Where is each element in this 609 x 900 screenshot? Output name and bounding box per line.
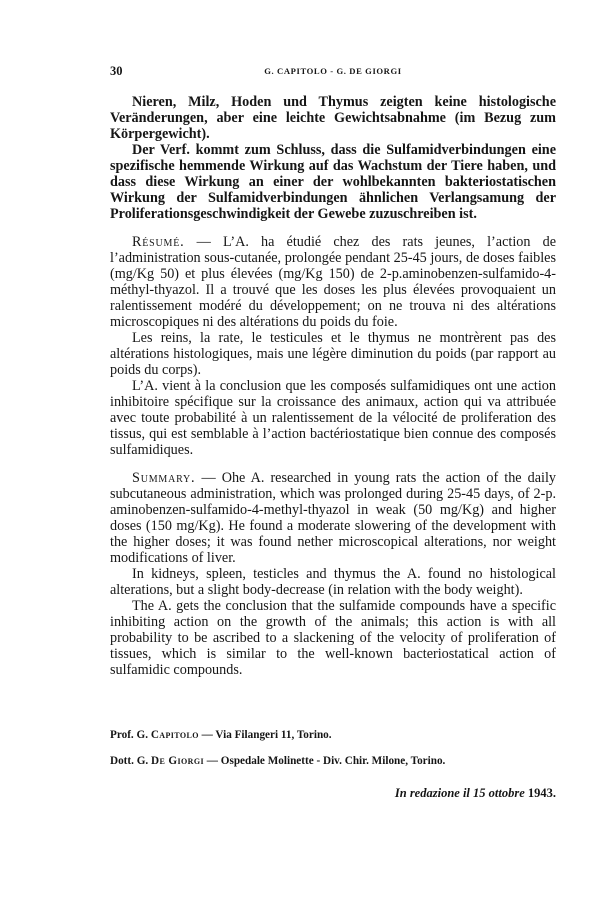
summary-text-1: — Ohe A. researched in young rats the action of the daily subcutaneous administration, which was prolonged during 25-45 days, of 2-p. aminobenzen-sulfamido-4-methyl-thyazol in weak (50 mg/Kg) and higher doses (150 mg/Kg). He found a moderate slowering of the development with the higher doses; it was found nether microscopical alterations, nor weight modifications of liver. [110,470,556,566]
summary-label: Summary. [132,470,196,486]
resume-paragraph-1 [110,234,556,330]
submission-date [110,786,556,801]
address-1-rest: — Via Filangeri 11, Torino. [198,729,332,741]
german-paragraph-2: Der Verf. kommt zum Schluss, dass die Sulfamidverbindungen eine spezifische hemmende Wirkung auf das Wachstum der Tiere haben, und dass diese Wirkung an einer der wohlbekannten bakteriostatischen Wirkung der Sulfamidverbindungen ähnlichen Verlangsamung der Proliferationsgeschwindigkeit der Gewebe zuzuschreiben ist. [110,142,556,222]
german-paragraph-1: Nieren, Milz, Hoden und Thymus zeigten keine histologische Veränderungen, aber eine leichte Gewichtsabnahme (im Bezug zum Körpergewicht). [110,94,556,142]
submission-date-text: In redazione il 15 ottobre [394,786,525,800]
summary-paragraph-2: In kidneys, spleen, testicles and thymus the A. found no histological alterations, but a slight body-decrease (in relation with the body weight). [110,566,556,598]
address-1-name: Capitolo [150,729,199,741]
address-line-1 [110,729,556,741]
address-2-title: Dott. G. [110,755,149,767]
running-head: G. CAPITOLO - G. DE GIORGI [264,66,402,76]
address-2-name: De Giorgi [151,755,204,767]
address-2-rest: — Ospedale Molinette - Div. Chir. Milone, Torino. [203,755,446,767]
resume-paragraph-3: L’A. vient à la conclusion que les composés sulfamidiques ont une action inhibitoire spécifique sur la croissance des animaux, action qui va attribuée avec toute probabilité à un ralentissement de la vélocité de proliferation des tissus, qui est semblable à l’action bactériostatique bien connue des composés sulfamidiques. [110,378,556,458]
resume-label: Résumé. [132,234,185,250]
page-header [110,64,556,82]
summary-paragraph-3: The A. gets the conclusion that the sulfamide compounds have a specific inhibiting action on the growth of the animals; this action is with all probability to be ascribed to a slackening of the velocity of proliferation of tissues, which is similar to the well-known bacteriostatical action of sulfamidic compounds. [110,598,556,678]
address-line-2 [110,755,556,767]
address-1-title: Prof. G. [110,729,149,741]
resume-text-1: — L’A. ha étudié chez des rats jeunes, l’action de l’administration sous-cutanée, prolongée pendant 25-45 jours, de doses faibles (mg/Kg 50) et plus élevées (mg/Kg 150) de 2-p.aminobenzen-sulfamido-4-méthyl-thyazol. Il a trouvé que les doses les plus élevées provoquaient un ralentissement modéré du développement; on ne trouva ni des altérations microscopiques ni des altérations du poids du foie. [110,234,556,330]
resume-paragraph-2: Les reins, la rate, le testicules et le thymus ne montrèrent pas des altérations histologiques, mais une légère diminution du poids (par rapport au poids du corps). [110,330,556,378]
author-addresses [110,729,556,781]
section-gap [110,458,556,470]
summary-paragraph-1 [110,470,556,566]
article-body [110,94,556,678]
submission-year: 1943. [524,786,556,800]
page-number: 30 [110,64,123,78]
section-gap [110,222,556,234]
